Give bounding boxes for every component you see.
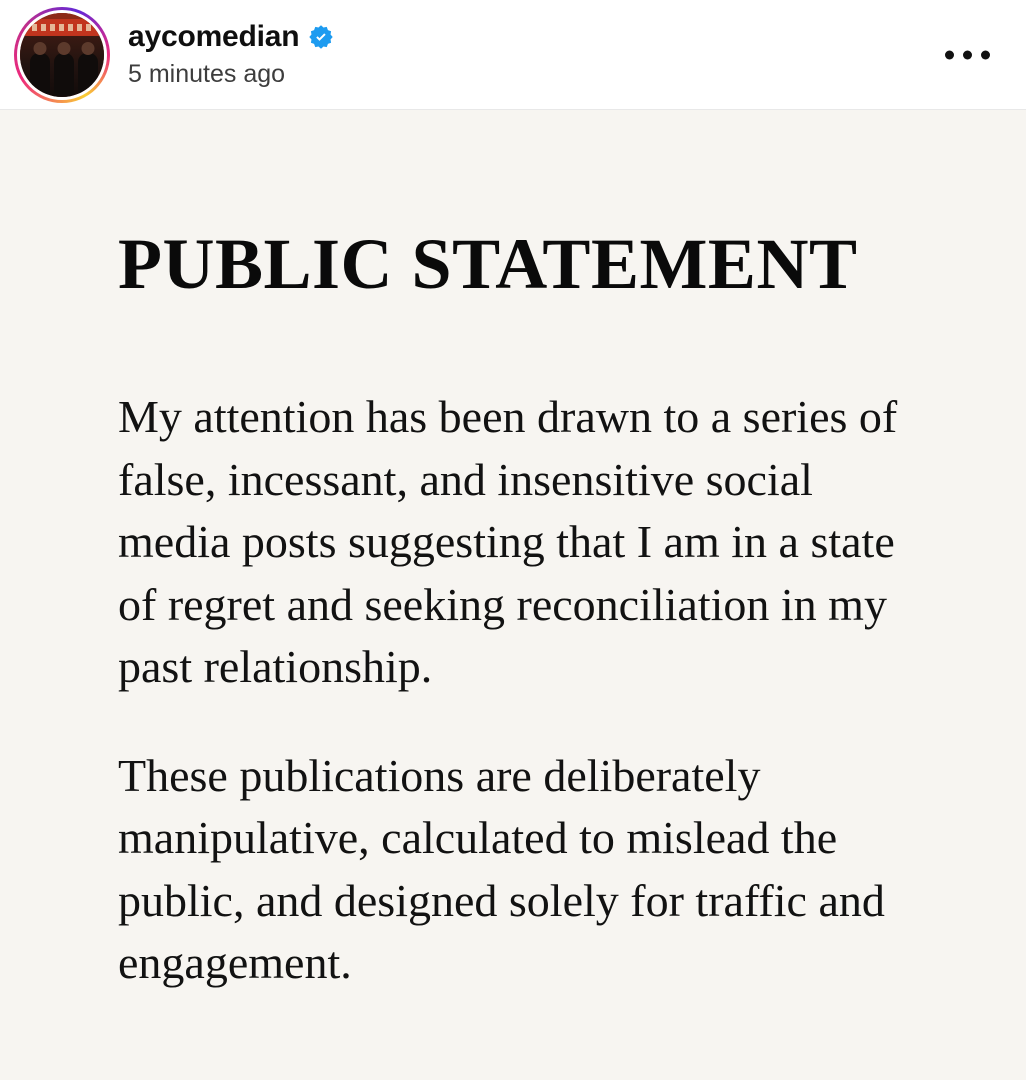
verified-badge-icon	[308, 24, 334, 50]
post-timestamp: 5 minutes ago	[128, 60, 286, 88]
post-header-text	[128, 20, 334, 89]
more-dot	[981, 50, 990, 59]
post-header	[0, 0, 1026, 110]
statement-paragraph: These publications are deliberately manipulative, calculated to mislead the public, and designed solely for traffic and engagement.	[118, 749, 885, 989]
avatar-figure	[54, 53, 74, 95]
more-options-icon[interactable]	[939, 40, 996, 69]
avatar[interactable]	[14, 7, 110, 103]
avatar-figure	[30, 53, 50, 95]
more-dot	[963, 50, 972, 59]
avatar-thumbnail-banner	[24, 19, 100, 36]
statement-paragraph: My attention has been drawn to a series of false, incessant, and insensitive social media posts suggesting that I am in a state of regret and seeking reconciliation in my past relationship.	[118, 391, 898, 693]
avatar-figure	[78, 53, 98, 95]
statement-title: PUBLIC STATEMENT	[118, 224, 858, 304]
avatar-image	[17, 10, 107, 100]
post-image-statement-card[interactable]	[0, 110, 1026, 1080]
statement-content	[0, 224, 1026, 995]
username[interactable]: aycomedian	[128, 20, 300, 53]
more-dot	[945, 50, 954, 59]
username-row	[128, 20, 334, 53]
